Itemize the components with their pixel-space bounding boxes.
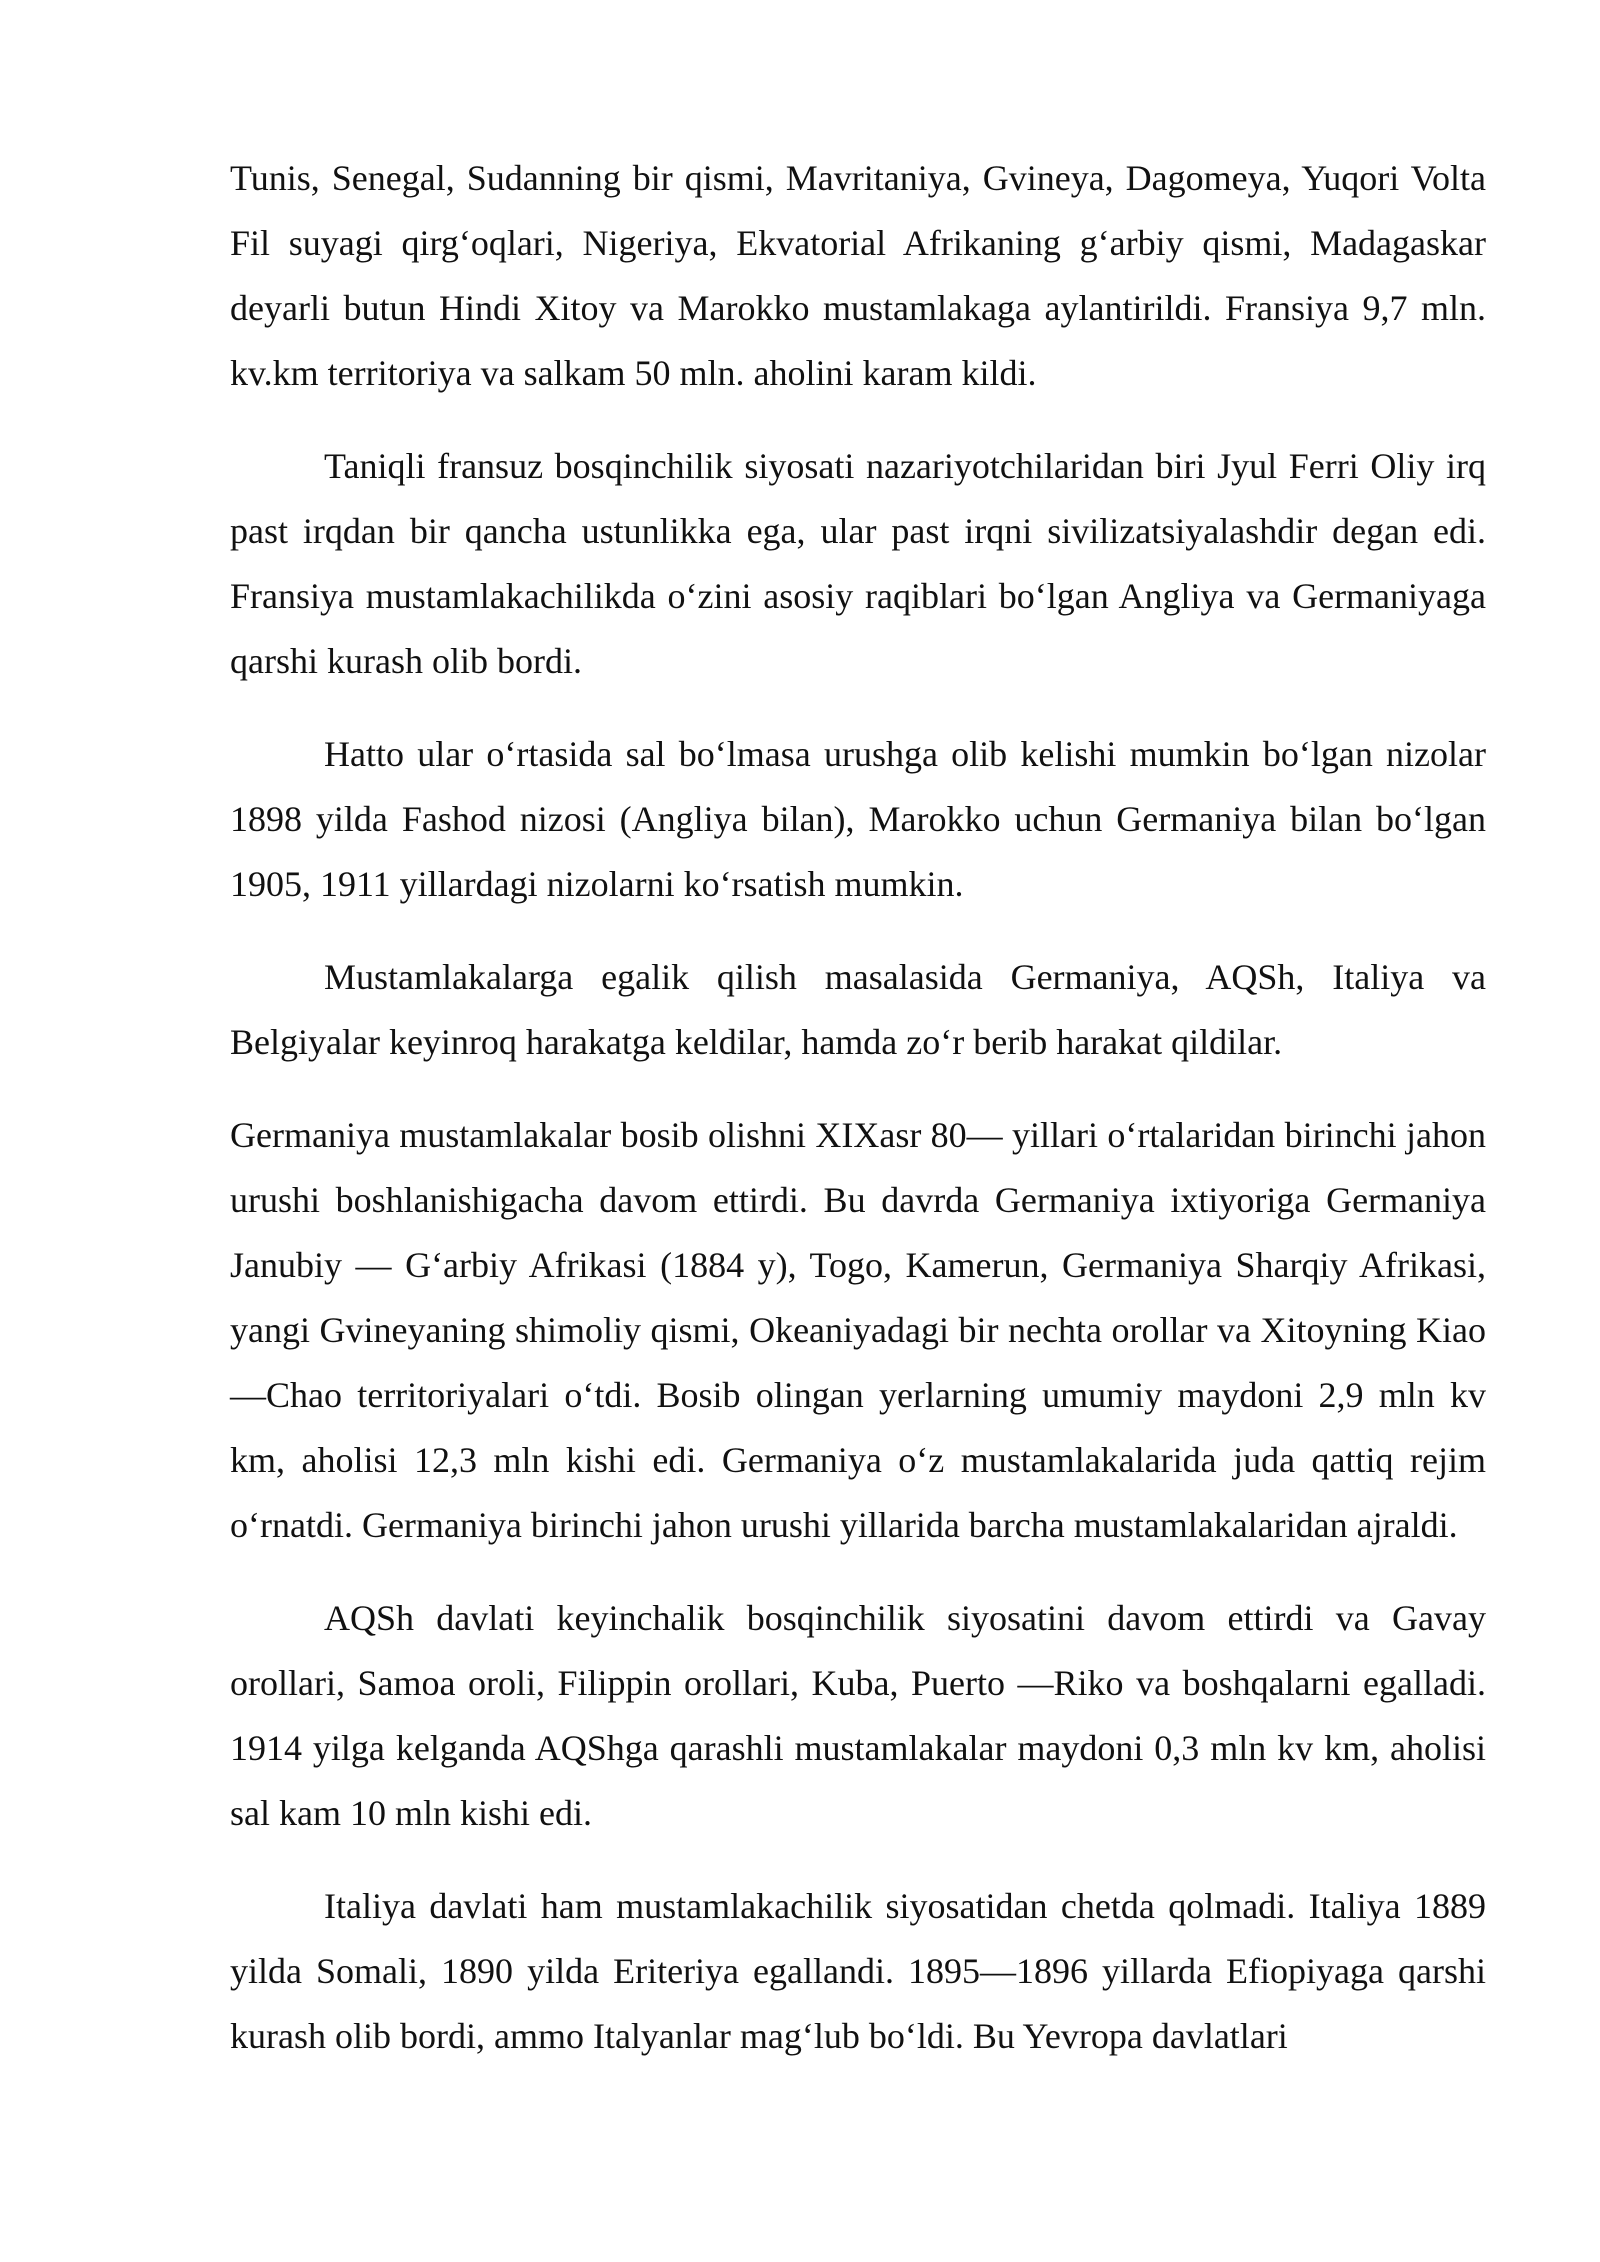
paragraph: Tunis, Senegal, Sudanning bir qismi, Mavritaniya, Gvineya, Dagomeya, Yuqori Volta Fil suyagi qirg‘oqlari, Nigeriya, Ekvatorial Afrikaning g‘arbiy qismi, Madagaskar deyarli butun Hindi Xitoy va Marokko mustamlakaga aylantirildi. Fransiya 9,7 mln. kv.km territoriya va salkam 50 mln. aholini karam kildi. <box>230 158 1486 393</box>
paragraph: Taniqli fransuz bosqinchilik siyosati nazariyotchilaridan biri Jyul Ferri Oliy irq past irqdan bir qancha ustunlikka ega, ular past irqni sivilizatsiyalashdir degan edi. Fransiya mustamlakachilikda o‘zini asosiy raqiblari bo‘lgan Angliya va Germaniyaga qarshi kurash olib bordi. <box>230 446 1486 681</box>
document-body <box>230 146 1486 2097</box>
paragraph: Germaniya mustamlakalar bosib olishni XIXasr 80— yillari o‘rtalaridan birinchi jahon urushi boshlanishigacha davom ettirdi. Bu davrda Germaniya ixtiyoriga Germaniya Janubiy — G‘arbiy Afrikasi (1884 y), Togo, Kamerun, Germaniya Sharqiy Afrikasi, yangi Gvineyaning shimoliy qismi, Okeaniyadagi bir nechta orollar va Xitoyning Kiao —Chao territoriyalari o‘tdi. Bosib olingan yerlarning umumiy maydoni 2,9 mln kv km, aholisi 12,3 mln kishi edi. Germaniya o‘z mustamlakalarida juda qattiq rejim o‘rnatdi. Germaniya birinchi jahon urushi yillarida barcha mustamlakalaridan ajraldi. <box>230 1115 1486 1545</box>
paragraph: Italiya davlati ham mustamlakachilik siyosatidan chetda qolmadi. Italiya 1889 yilda Somali, 1890 yilda Eriteriya egallandi. 1895—1896 yillarda Efiopiyaga qarshi kurash olib bordi, ammo Italyanlar mag‘lub bo‘ldi. Bu Yevropa davlatlari <box>230 1886 1486 2056</box>
paragraph: Mustamlakalarga egalik qilish masalasida Germaniya, AQSh, Italiya va Belgiyalar keyinroq harakatga keldilar, hamda zo‘r berib harakat qildilar. <box>230 957 1486 1062</box>
paragraph: Hatto ular o‘rtasida sal bo‘lmasa urushga olib kelishi mumkin bo‘lgan nizolar 1898 yilda Fashod nizosi (Angliya bilan), Marokko uchun Germaniya bilan bo‘lgan 1905, 1911 yillardagi nizolarni ko‘rsatish mumkin. <box>230 734 1486 904</box>
paragraph: AQSh davlati keyinchalik bosqinchilik siyosatini davom ettirdi va Gavay orollari, Samoa oroli, Filippin orollari, Kuba, Puerto —Riko va boshqalarni egalladi. 1914 yilga kelganda AQShga qarashli mustamlakalar maydoni 0,3 mln kv km, aholisi sal kam 10 mln kishi edi. <box>230 1598 1486 1833</box>
